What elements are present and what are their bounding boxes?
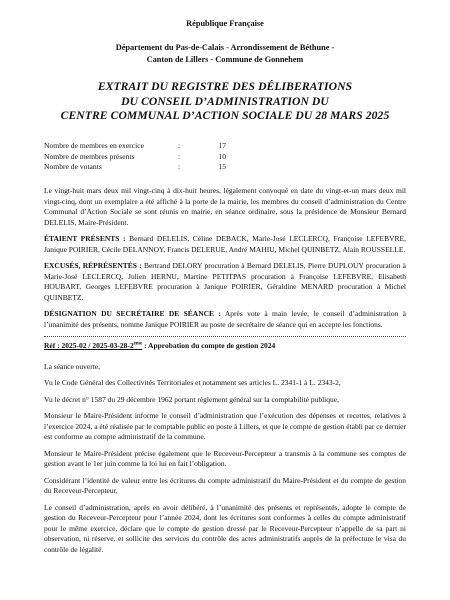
secretary-text: Après vote à main levée, le conseil d’administration à l’unanimité des présents, nomme Janique POIRIER au poste de secrétaire de séance qui en accepte les fonctions. xyxy=(44,309,407,329)
excuses-label: EXCUSÉS, RÉPRÉSENTÉS : xyxy=(44,261,142,270)
count-label: Nombre de votants xyxy=(44,162,102,171)
body-paragraph: Le conseil d’administration, après en avoir délibéré, à l’unanimité des présents et représentés, adopte le compte de gestion du Receveur-Percepteur pour l’année 2024, dont les écritures sont conformes à celles du compte administratif pour le même exercice, déclare que le compte de gestion dressé par le Receveur-Percepteur n’appelle de sa part ni observation, ni réserve, et sollicite des services du contrôle des actes administratifs auprès de la préfecture le visa du contrôle de légalité. xyxy=(44,502,406,554)
body-paragraph: Monsieur le Maire-Président précise également que le Receveur-Percepteur a transmis à la commune ses comptes de gestion avant le 1er juin comme la loi lui en fait l’obligation. xyxy=(44,448,406,468)
body-paragraph: La séance ouverte, xyxy=(44,361,101,371)
presents-paragraph xyxy=(44,234,406,255)
section-divider xyxy=(44,336,406,337)
document-title xyxy=(0,80,450,124)
count-value: 17 xyxy=(218,141,226,150)
presents-list: Bernard DELELIS, Céline DEBACK, Marie-José LECLERCQ, Françoise LEFEBVRE, Janique POIRIER, Cécile DELANNOY, Francis DELERUE, André MAHIU, Michel QUINBETZ, Alain ROUSSELLE. xyxy=(44,234,406,254)
count-separator: : xyxy=(178,151,181,161)
body-paragraph: Vu le Code Général des Collectivités Territoriales et notamment ses articles L. 2341-1 à L. 2343-2, xyxy=(44,378,341,387)
count-row xyxy=(44,152,226,163)
department-line-1: Département du Pas-de-Calais - Arrondissement de Béthune - xyxy=(115,43,335,52)
title-line-3: CENTRE COMMUNAL D’ACTION SOCIALE DU 28 MARS 2025 xyxy=(60,109,390,122)
secretary-label: DÉSIGNATION DU SECRÉTAIRE DE SÉANCE : xyxy=(44,309,221,318)
count-row xyxy=(44,141,226,152)
document-body xyxy=(44,186,406,561)
reference-number: Réf : 2025-02 / 2025-03-28-2ème xyxy=(44,341,143,350)
republic-heading: République Française xyxy=(186,19,264,28)
member-counts xyxy=(44,141,226,173)
reference-title: : Approbation du compte de gestion 2024 xyxy=(142,341,276,350)
title-line-1: EXTRAIT DU REGISTRE DES DÉLIBERATIONS xyxy=(97,80,353,93)
secretary-paragraph xyxy=(44,309,406,330)
count-label: Nombre de membres présents xyxy=(44,151,135,161)
count-label: Nombre de membres en exercice xyxy=(44,141,144,150)
reference-heading xyxy=(44,341,406,352)
intro-paragraph: Le vingt-huit mars deux mil vingt-cinq à dix-huit heures, légalement convoqué en date du vingt-et-un mars deux mil vingt-cinq, dont un exemplaire a été affiché à la porte de la mairie, les membres du conseil d’administration du Centre Communal d’Action Sociale se sont réunis en mairie, en séance ordinaire, sous la présidence de Monsieur Bernard DELELIS, Maire-Président. xyxy=(44,186,406,227)
excuses-list: Bertrand DELORY procuration à Bernard DELELIS, Pierre DUPLOUY procuration à Marie-José LECLERCQ, Julien HERNU, Martine PETITPAS procuration à Françoise LEFEBVRE, Elisabeth HOUBART, Georges LEFEBVRE procuration à Janique POIRIER, Géraldine MENARD procuration à Michel QUINBETZ. xyxy=(44,261,406,302)
count-row xyxy=(44,162,226,173)
excuses-paragraph xyxy=(44,261,406,303)
department-heading xyxy=(0,42,450,66)
count-separator: : xyxy=(178,162,181,171)
body-paragraph: Vu le décret n° 1587 du 29 décembre 1962 portant règlement général sur la comptabilité publique, xyxy=(44,394,339,404)
count-separator: : xyxy=(178,141,181,150)
count-value: 10 xyxy=(218,151,226,161)
title-line-2: DU CONSEIL D’ADMINISTRATION DU xyxy=(121,94,329,108)
body-paragraph: Considérant l’identité de valeur entre les écritures du compte administratif du Maire-Président et du compte de gestion du Receveur-Percepteur, xyxy=(44,475,406,495)
department-line-2: Canton de Lillers - Commune de Gonnehem xyxy=(146,55,304,64)
body-paragraph: Monsieur le Maire-Président informe le conseil d’administration que l’exécution des dépenses et recettes, relatives à l’exercice 2024, a été réalisée par le comptable public en poste à Lillers, et que le compte de gestion établi par ce dernier est conforme au compte administratif de la commune. xyxy=(44,411,406,441)
presents-label: ÉTAIENT PRÉSENTS : xyxy=(44,234,126,243)
count-value: 15 xyxy=(218,162,226,171)
